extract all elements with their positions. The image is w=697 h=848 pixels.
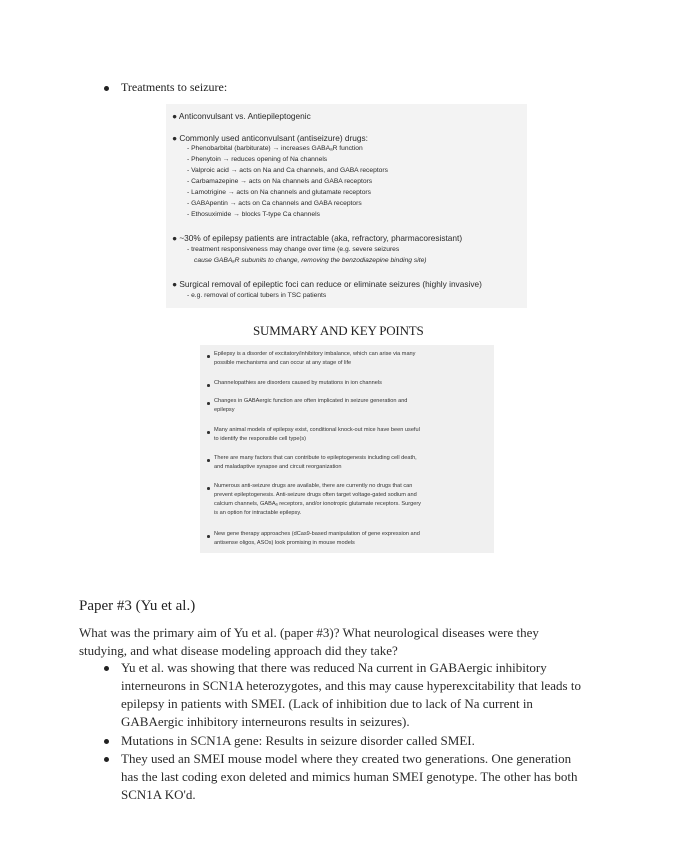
slide-line: - Valproic acid → acts on Na and Ca channels, and GABA receptors <box>187 167 388 174</box>
slide-line: - e.g. removal of cortical tubers in TSC patients <box>187 292 327 299</box>
summary-slide-image <box>200 345 494 553</box>
slide-line: calcium channels, GABAₐ receptors, and/or ionotropic glutamate receptors. Surgery <box>214 501 421 507</box>
bullet-dot <box>104 86 109 91</box>
slide-line: Numerous anti-seizure drugs are available, there are currently no drugs that can <box>214 483 413 489</box>
question-line: studying, and what disease modeling approach did they take? <box>79 643 398 658</box>
bullet-dot <box>104 757 109 762</box>
slide-line: ● Anticonvulsant vs. Antiepileptogenic <box>172 111 311 121</box>
slide-line: and maladaptive synapse and circuit reorganization <box>214 464 342 470</box>
slide-line: New gene therapy approaches (dCas9-based manipulation of gene expression and <box>214 531 420 537</box>
slide-line: - treatment responsiveness may change over time (e.g. severe seizures <box>187 246 400 253</box>
slide-line: Epilepsy is a disorder of excitatory/inhibitory imbalance, which can arise via many <box>214 351 416 357</box>
answer-line: Mutations in SCN1A gene: Results in seizure disorder called SMEI. <box>121 733 475 748</box>
bullet-dot <box>104 666 109 671</box>
paper-heading: Paper #3 (Yu et al.) <box>79 598 196 614</box>
slide-line: - Carbamazepine → acts on Na channels and GABA receptors <box>187 178 373 185</box>
treatments-slide-image <box>166 104 527 308</box>
slide-line: Channelopathies are disorders caused by mutations in ion channels <box>214 380 382 386</box>
slide-line: Many animal models of epilepsy exist, conditional knock-out mice have been useful <box>214 427 420 433</box>
slide-line: is an option for intractable epilepsy. <box>214 510 302 516</box>
slide-line: ● Surgical removal of epileptic foci can reduce or eliminate seizures (highly invasive) <box>172 279 482 289</box>
slide-line: ● Commonly used anticonvulsant (antiseizure) drugs: <box>172 133 368 143</box>
slide-line: - Ethosuximide → blocks T-type Ca channels <box>187 211 320 218</box>
slide-line: - Phenobarbital (barbiturate) → increases GABAₐR function <box>187 145 363 152</box>
answer-line: They used an SMEI mouse model where they created two generations. One generation <box>121 751 572 766</box>
question-line: What was the primary aim of Yu et al. (paper #3)? What neurological diseases were they <box>79 625 539 640</box>
answer-line: interneurons in SCN1A heterozygotes, and this may cause hyperexcitability that leads to <box>121 678 581 693</box>
answer-line: Yu et al. was showing that there was reduced Na current in GABAergic inhibitory <box>121 660 547 675</box>
slide-line: - Lamotrigine → acts on Na channels and glutamate receptors <box>187 189 372 196</box>
slide-line: ● ~30% of epilepsy patients are intractable (aka, refractory, pharmacoresistant) <box>172 233 463 243</box>
slide-line: - GABApentin → acts on Ca channels and GABA receptors <box>187 200 362 207</box>
slide-line: Changes in GABAergic function are often implicated in seizure generation and <box>214 398 408 404</box>
bullet-dot <box>104 739 109 744</box>
answer-line: has the last coding exon deleted and mimics human SMEI genotype. The other has both <box>121 769 578 784</box>
answer-line: GABAergic inhibitory interneurons results in seizures). <box>121 714 410 729</box>
summary-title: SUMMARY AND KEY POINTS <box>253 323 424 338</box>
slide-line: to identify the responsible cell type(s) <box>214 436 307 442</box>
answer-line: epilepsy in patients with SMEI. (Lack of inhibition due to lack of Na current in <box>121 696 533 711</box>
slide-line: prevent epileptogenesis. Anti-seizure drugs often target voltage-gated sodium and <box>214 492 417 498</box>
treatments-heading: Treatments to seizure: <box>121 80 228 94</box>
slide-line: - Phenytoin → reduces opening of Na channels <box>187 156 328 163</box>
slide-line: epilepsy <box>214 407 235 413</box>
slide-line: possible mechanisms and can occur at any stage of life <box>214 360 352 366</box>
slide-line: cause GABAₐR subunits to change, removing the benzodiazepine binding site) <box>194 257 427 264</box>
slide-line: There are many factors that can contribute to epileptogenesis including cell death, <box>214 455 417 461</box>
slide-line: antisense oligos, ASOs) look promising in mouse models <box>214 540 355 546</box>
answer-line: SCN1A KO'd. <box>121 787 196 802</box>
